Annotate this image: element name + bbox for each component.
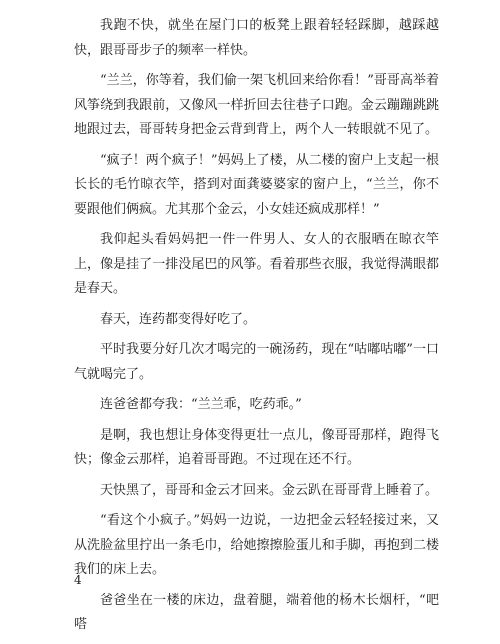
paragraph: 我跑不快，就坐在屋门口的板凳上跟着轻轻踩脚，越踩越快，跟哥哥步子的频率一样快。 — [74, 18, 439, 58]
paragraph: “看这个小疯子。”妈妈一边说，一边把金云轻轻接过来，又从洗脸盆里拧出一条毛巾，给她擦擦脸蛋儿和手脚，再抱到二楼我们的床上去。 — [74, 513, 439, 577]
paragraph: 我仰起头看妈妈把一件一件男人、女人的衣服晒在晾衣竿上，像是挂了一排没尾巴的风筝。看着那些衣服，我觉得满眼都是春天。 — [74, 232, 439, 296]
paragraph: 是啊，我也想让身体变得更壮一点儿，像哥哥那样，跑得飞快；像金云那样，追着哥哥跑。不过现在还不行。 — [74, 427, 439, 467]
page-number: 4 — [74, 573, 82, 587]
paragraph: 春天，连药都变得好吃了。 — [100, 311, 257, 327]
page-body — [74, 14, 439, 644]
paragraph: “兰兰，你等着，我们偷一架飞机回来给你看！”哥哥高举着风筝绕到我跟前，又像风一样折回去往巷子口跑。金云蹦蹦跳跳地跟过去，哥哥转身把金云背到背上，两个人一转眼就不见了。 — [74, 73, 439, 137]
paragraph: 平时我要分好几次才喝完的一碗汤药，现在“咕嘟咕嘟”一口气就喝完了。 — [74, 342, 439, 382]
paragraph: “疯子！两个疯子！”妈妈上了楼，从二楼的窗户上支起一根长长的毛竹晾衣竿，搭到对面龚婆婆家的窗户上，“兰兰，你不要跟他们俩疯。尤其那个金云，小女娃还疯成那样！” — [74, 152, 439, 217]
paragraph: 连爸爸都夸我：“兰兰乖，吃药乖。” — [100, 397, 302, 412]
paragraph: 爸爸坐在一楼的床边，盘着腿，端着他的杨木长烟杆，“吧嗒 — [74, 592, 439, 632]
paragraph: 天快黑了，哥哥和金云才回来。金云趴在哥哥背上睡着了。 — [100, 482, 439, 498]
